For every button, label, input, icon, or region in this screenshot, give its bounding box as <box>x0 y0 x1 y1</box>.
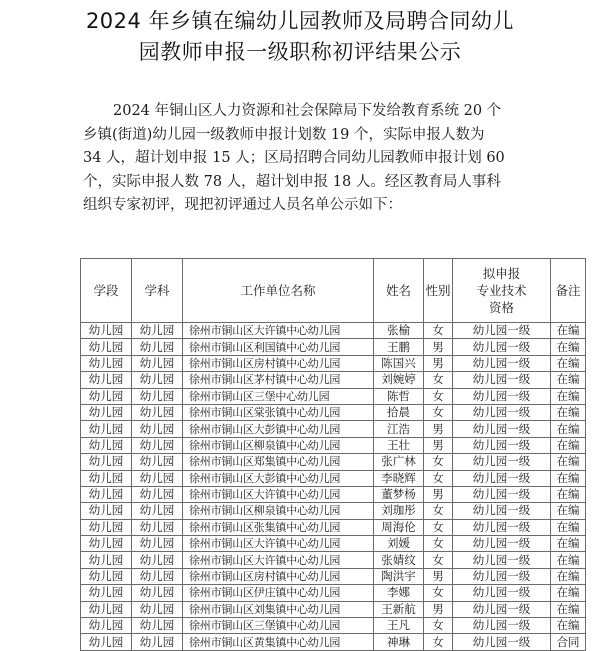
table-row <box>81 519 586 535</box>
intro-line: 组织专家初评，现把初评通过人员名单公示如下： <box>83 197 402 213</box>
cell-remark: 合同 <box>551 634 586 650</box>
header-qualification-line: 拟申报 <box>482 266 521 281</box>
header-qualification-line: 专业技术 <box>476 283 527 298</box>
cell-name: 刘媛 <box>374 536 424 552</box>
cell-unit: 徐州市铜山区房村镇中心幼儿园 <box>183 355 374 371</box>
table-row <box>81 404 586 420</box>
cell-subject: 幼儿园 <box>132 503 183 519</box>
cell-stage: 幼儿园 <box>81 536 132 552</box>
table-row <box>81 503 586 519</box>
cell-gender: 女 <box>424 585 453 601</box>
cell-qualification: 幼儿园一级 <box>453 388 551 404</box>
table-row <box>81 437 586 453</box>
cell-gender: 女 <box>424 634 453 650</box>
cell-name: 王凡 <box>374 618 424 634</box>
cell-unit: 徐州市铜山区大许镇中心幼儿园 <box>183 536 374 552</box>
cell-subject: 幼儿园 <box>132 372 183 388</box>
table-row <box>81 552 586 568</box>
header-qualification <box>453 259 551 323</box>
cell-unit: 徐州市铜山区大彭镇中心幼儿园 <box>183 421 374 437</box>
cell-remark: 在编 <box>551 519 586 535</box>
cell-subject: 幼儿园 <box>132 404 183 420</box>
cell-remark: 在编 <box>551 421 586 437</box>
cell-stage: 幼儿园 <box>81 470 132 486</box>
cell-unit: 徐州市铜山区三堡中心幼儿园 <box>183 388 374 404</box>
table-header-row <box>81 259 586 323</box>
intro-line: 乡镇(街道)幼儿园一级教师申报计划数 19 个，实际申报人数为 <box>83 126 485 143</box>
cell-unit: 徐州市铜山区郑集镇中心幼儿园 <box>183 454 374 470</box>
intro-paragraph <box>83 100 558 218</box>
cell-stage: 幼儿园 <box>81 585 132 601</box>
table-row <box>81 568 586 584</box>
cell-stage: 幼儿园 <box>81 372 132 388</box>
cell-name: 张广林 <box>374 454 424 470</box>
cell-unit: 徐州市铜山区三堡镇中心幼儿园 <box>183 618 374 634</box>
cell-remark: 在编 <box>551 388 586 404</box>
cell-gender: 男 <box>424 421 453 437</box>
cell-stage: 幼儿园 <box>81 454 132 470</box>
cell-remark: 在编 <box>551 552 586 568</box>
cell-unit: 徐州市铜山区大许镇中心幼儿园 <box>183 323 374 339</box>
cell-name: 神琳 <box>374 634 424 650</box>
cell-gender: 男 <box>424 568 453 584</box>
cell-name: 陈哲 <box>374 388 424 404</box>
title-line-2: 园教师申报一级职称初评结果公示 <box>138 40 462 64</box>
cell-name: 拾晨 <box>374 404 424 420</box>
cell-stage: 幼儿园 <box>81 552 132 568</box>
cell-subject: 幼儿园 <box>132 421 183 437</box>
cell-unit: 徐州市铜山区刘集镇中心幼儿园 <box>183 601 374 617</box>
cell-stage: 幼儿园 <box>81 618 132 634</box>
cell-gender: 女 <box>424 536 453 552</box>
table-row <box>81 421 586 437</box>
cell-name: 张婧纹 <box>374 552 424 568</box>
table-row <box>81 618 586 634</box>
table-row <box>81 388 586 404</box>
cell-subject: 幼儿园 <box>132 323 183 339</box>
cell-name: 王新航 <box>374 601 424 617</box>
table-row <box>81 486 586 502</box>
cell-remark: 在编 <box>551 618 586 634</box>
cell-unit: 徐州市铜山区房村镇中心幼儿园 <box>183 568 374 584</box>
cell-qualification: 幼儿园一级 <box>453 568 551 584</box>
intro-line: 个，实际申报人数 78 人，超计划申报 18 人。经区教育局人事科 <box>83 173 501 190</box>
cell-subject: 幼儿园 <box>132 339 183 355</box>
cell-stage: 幼儿园 <box>81 323 132 339</box>
cell-name: 周海伦 <box>374 519 424 535</box>
cell-name: 王壮 <box>374 437 424 453</box>
cell-name: 董梦杨 <box>374 486 424 502</box>
cell-subject: 幼儿园 <box>132 519 183 535</box>
table-row <box>81 323 586 339</box>
cell-gender: 女 <box>424 503 453 519</box>
cell-name: 陈国兴 <box>374 355 424 371</box>
cell-subject: 幼儿园 <box>132 454 183 470</box>
cell-gender: 男 <box>424 486 453 502</box>
cell-remark: 在编 <box>551 355 586 371</box>
header-stage: 学段 <box>81 259 132 323</box>
cell-qualification: 幼儿园一级 <box>453 323 551 339</box>
cell-gender: 男 <box>424 601 453 617</box>
cell-stage: 幼儿园 <box>81 421 132 437</box>
cell-stage: 幼儿园 <box>81 388 132 404</box>
table-row <box>81 536 586 552</box>
cell-remark: 在编 <box>551 536 586 552</box>
header-gender: 性别 <box>424 259 453 323</box>
cell-gender: 女 <box>424 618 453 634</box>
cell-stage: 幼儿园 <box>81 404 132 420</box>
cell-subject: 幼儿园 <box>132 618 183 634</box>
cell-gender: 男 <box>424 355 453 371</box>
cell-qualification: 幼儿园一级 <box>453 601 551 617</box>
cell-remark: 在编 <box>551 568 586 584</box>
table-row <box>81 634 586 650</box>
cell-qualification: 幼儿园一级 <box>453 585 551 601</box>
cell-gender: 女 <box>424 519 453 535</box>
table-row <box>81 454 586 470</box>
cell-qualification: 幼儿园一级 <box>453 552 551 568</box>
table-row <box>81 470 586 486</box>
cell-unit: 徐州市铜山区利国镇中心幼儿园 <box>183 339 374 355</box>
cell-qualification: 幼儿园一级 <box>453 634 551 650</box>
cell-subject: 幼儿园 <box>132 585 183 601</box>
cell-remark: 在编 <box>551 503 586 519</box>
cell-qualification: 幼儿园一级 <box>453 503 551 519</box>
header-subject: 学科 <box>132 259 183 323</box>
cell-gender: 女 <box>424 454 453 470</box>
header-unit: 工作单位名称 <box>183 259 374 323</box>
cell-unit: 徐州市铜山区柳泉镇中心幼儿园 <box>183 437 374 453</box>
cell-name: 刘珈彤 <box>374 503 424 519</box>
cell-qualification: 幼儿园一级 <box>453 536 551 552</box>
cell-stage: 幼儿园 <box>81 339 132 355</box>
table-row <box>81 585 586 601</box>
cell-unit: 徐州市铜山区大许镇中心幼儿园 <box>183 552 374 568</box>
cell-unit: 徐州市铜山区茅村镇中心幼儿园 <box>183 372 374 388</box>
cell-stage: 幼儿园 <box>81 503 132 519</box>
header-qualification-line: 资格 <box>488 300 514 315</box>
cell-qualification: 幼儿园一级 <box>453 454 551 470</box>
cell-name: 李晓辉 <box>374 470 424 486</box>
document-title <box>0 6 600 68</box>
cell-remark: 在编 <box>551 470 586 486</box>
cell-gender: 女 <box>424 323 453 339</box>
cell-qualification: 幼儿园一级 <box>453 470 551 486</box>
header-name: 姓名 <box>374 259 424 323</box>
cell-remark: 在编 <box>551 486 586 502</box>
cell-subject: 幼儿园 <box>132 601 183 617</box>
cell-gender: 女 <box>424 388 453 404</box>
cell-stage: 幼儿园 <box>81 437 132 453</box>
title-line-1: 2024 年乡镇在编幼儿园教师及局聘合同幼儿 <box>85 9 515 33</box>
cell-subject: 幼儿园 <box>132 568 183 584</box>
table-row <box>81 339 586 355</box>
cell-remark: 在编 <box>551 601 586 617</box>
header-remark: 备注 <box>551 259 586 323</box>
cell-subject: 幼儿园 <box>132 355 183 371</box>
cell-gender: 女 <box>424 372 453 388</box>
cell-qualification: 幼儿园一级 <box>453 437 551 453</box>
cell-stage: 幼儿园 <box>81 568 132 584</box>
cell-remark: 在编 <box>551 323 586 339</box>
cell-unit: 徐州市铜山区柳泉镇中心幼儿园 <box>183 503 374 519</box>
cell-stage: 幼儿园 <box>81 519 132 535</box>
table-body <box>81 323 586 651</box>
cell-remark: 在编 <box>551 437 586 453</box>
cell-subject: 幼儿园 <box>132 552 183 568</box>
cell-subject: 幼儿园 <box>132 388 183 404</box>
table-row <box>81 601 586 617</box>
cell-subject: 幼儿园 <box>132 536 183 552</box>
cell-qualification: 幼儿园一级 <box>453 355 551 371</box>
cell-gender: 男 <box>424 437 453 453</box>
cell-qualification: 幼儿园一级 <box>453 404 551 420</box>
cell-qualification: 幼儿园一级 <box>453 339 551 355</box>
cell-qualification: 幼儿园一级 <box>453 486 551 502</box>
cell-remark: 在编 <box>551 404 586 420</box>
cell-stage: 幼儿园 <box>81 486 132 502</box>
cell-unit: 徐州市铜山区大许镇中心幼儿园 <box>183 486 374 502</box>
cell-gender: 女 <box>424 404 453 420</box>
cell-remark: 在编 <box>551 454 586 470</box>
cell-gender: 男 <box>424 339 453 355</box>
cell-gender: 女 <box>424 470 453 486</box>
intro-line: 34 人，超计划申报 15 人；区局招聘合同幼儿园教师申报计划 60 <box>83 150 505 166</box>
cell-stage: 幼儿园 <box>81 634 132 650</box>
cell-remark: 在编 <box>551 585 586 601</box>
intro-line: 2024 年铜山区人力资源和社会保障局下发给教育系统 20 个 <box>113 103 502 119</box>
cell-unit: 徐州市铜山区大彭镇中心幼儿园 <box>183 470 374 486</box>
cell-name: 江浩 <box>374 421 424 437</box>
cell-remark: 在编 <box>551 372 586 388</box>
cell-qualification: 幼儿园一级 <box>453 618 551 634</box>
cell-stage: 幼儿园 <box>81 355 132 371</box>
cell-subject: 幼儿园 <box>132 634 183 650</box>
cell-unit: 徐州市铜山区棠张镇中心幼儿园 <box>183 404 374 420</box>
cell-stage: 幼儿园 <box>81 601 132 617</box>
table-row <box>81 355 586 371</box>
cell-qualification: 幼儿园一级 <box>453 519 551 535</box>
cell-unit: 徐州市铜山区张集镇中心幼儿园 <box>183 519 374 535</box>
table-row <box>81 372 586 388</box>
cell-name: 陶洪宇 <box>374 568 424 584</box>
cell-name: 刘婉婷 <box>374 372 424 388</box>
cell-name: 张榆 <box>374 323 424 339</box>
cell-subject: 幼儿园 <box>132 470 183 486</box>
cell-remark: 在编 <box>551 339 586 355</box>
cell-qualification: 幼儿园一级 <box>453 372 551 388</box>
cell-name: 李娜 <box>374 585 424 601</box>
cell-unit: 徐州市铜山区伊庄镇中心幼儿园 <box>183 585 374 601</box>
cell-subject: 幼儿园 <box>132 486 183 502</box>
cell-name: 王鹏 <box>374 339 424 355</box>
cell-subject: 幼儿园 <box>132 437 183 453</box>
cell-unit: 徐州市铜山区黄集镇中心幼儿园 <box>183 634 374 650</box>
cell-gender: 女 <box>424 552 453 568</box>
cell-qualification: 幼儿园一级 <box>453 421 551 437</box>
results-table <box>80 258 586 651</box>
